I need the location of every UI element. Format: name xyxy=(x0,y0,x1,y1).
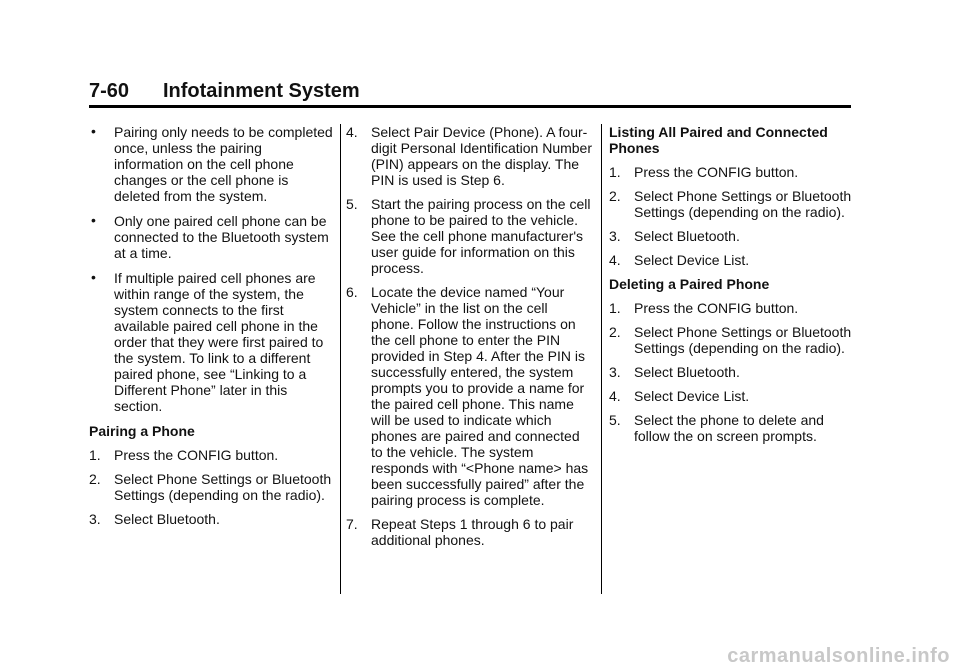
bullet-text: Only one paired cell phone can be connected to the Bluetooth system at a time. xyxy=(114,213,329,261)
section-heading: Pairing a Phone xyxy=(89,423,195,439)
step-number: 6. xyxy=(346,284,358,300)
section-heading: Listing All Paired and Connected Phones xyxy=(609,124,828,156)
column-1 xyxy=(89,124,334,535)
step-item xyxy=(609,228,854,244)
step-item xyxy=(89,471,334,503)
step-item xyxy=(609,164,854,180)
step-item xyxy=(89,447,334,463)
step-number: 3. xyxy=(609,228,621,244)
step-item xyxy=(609,324,854,356)
step-text: Select Device List. xyxy=(634,252,750,268)
step-text: Select the phone to delete and follow the on screen prompts. xyxy=(634,412,824,444)
step-item xyxy=(609,188,854,220)
step-number: 4. xyxy=(609,252,621,268)
step-text: Select Bluetooth. xyxy=(114,511,220,527)
bullet-text: Pairing only needs to be completed once, unless the pairing information on the cell phone changes or the cell phone is deleted from the system. xyxy=(114,124,333,204)
step-text: Select Phone Settings or Bluetooth Settings (depending on the radio). xyxy=(634,188,852,220)
step-text: Select Phone Settings or Bluetooth Settings (depending on the radio). xyxy=(114,471,332,503)
step-number: 1. xyxy=(609,300,621,316)
bullet-item xyxy=(89,124,334,204)
step-item xyxy=(89,511,334,527)
step-number: 1. xyxy=(89,447,101,463)
section-heading: Deleting a Paired Phone xyxy=(609,276,770,292)
step-text: Select Bluetooth. xyxy=(634,364,740,380)
step-number: 3. xyxy=(609,364,621,380)
step-text: Locate the device named “Your Vehicle” in the list on the cell phone. Follow the instructions on the cell phone to enter the PIN provided in Step 4. After the PIN is successfully entered, the system prompts you to provide a name for the paired cell phone. This name will be used to indicate which phones are paired and connected to the vehicle. The system responds with “<Phone name> has been successfully paired” after the pairing process is complete. xyxy=(371,284,589,508)
step-number: 4. xyxy=(609,388,621,404)
bullet-item xyxy=(89,213,334,261)
step-number: 2. xyxy=(609,324,621,340)
bullet-item xyxy=(89,270,334,414)
column-3 xyxy=(609,124,854,452)
column-2 xyxy=(346,124,594,556)
bullet-text: If multiple paired cell phones are within range of the system, the system connects to the first available paired cell phone in the order that they were first paired to the system. To link to a different paired phone, see “Linking to a Different Phone” later in this section. xyxy=(114,270,324,414)
step-text: Start the pairing process on the cell phone to be paired to the vehicle. See the cell phone manufacturer's user guide for information on this process. xyxy=(371,196,591,276)
step-item xyxy=(346,284,594,508)
step-item xyxy=(609,412,854,444)
column-divider xyxy=(340,124,341,594)
step-number: 2. xyxy=(89,471,101,487)
bullet-icon: • xyxy=(91,123,96,139)
step-number: 5. xyxy=(346,196,358,212)
page-header xyxy=(89,80,851,110)
step-text: Repeat Steps 1 through 6 to pair additional phones. xyxy=(371,516,574,548)
bullet-icon: • xyxy=(91,212,96,228)
step-text: Press the CONFIG button. xyxy=(114,447,279,463)
step-number: 3. xyxy=(89,511,101,527)
step-item xyxy=(346,196,594,276)
step-text: Select Phone Settings or Bluetooth Settings (depending on the radio). xyxy=(634,324,852,356)
step-number: 1. xyxy=(609,164,621,180)
header-rule xyxy=(89,105,851,108)
step-item xyxy=(346,516,594,548)
step-text: Press the CONFIG button. xyxy=(634,300,799,316)
step-item xyxy=(609,300,854,316)
bullet-icon: • xyxy=(91,269,96,285)
step-item xyxy=(609,252,854,268)
step-number: 2. xyxy=(609,188,621,204)
section-title: Infotainment System xyxy=(163,80,360,102)
step-item xyxy=(609,388,854,404)
page-number: 7-60 xyxy=(89,80,130,102)
step-number: 5. xyxy=(609,412,621,428)
watermark: carmanualsonline.info xyxy=(727,645,950,667)
step-item xyxy=(609,364,854,380)
step-text: Select Device List. xyxy=(634,388,750,404)
column-divider xyxy=(601,124,602,594)
step-item xyxy=(346,124,594,188)
step-text: Select Pair Device (Phone). A four-digit Personal Identification Number (PIN) appears on the display. The PIN is used is Step 6. xyxy=(371,124,593,188)
step-text: Press the CONFIG button. xyxy=(634,164,799,180)
step-number: 7. xyxy=(346,516,358,532)
step-number: 4. xyxy=(346,124,358,140)
step-text: Select Bluetooth. xyxy=(634,228,740,244)
